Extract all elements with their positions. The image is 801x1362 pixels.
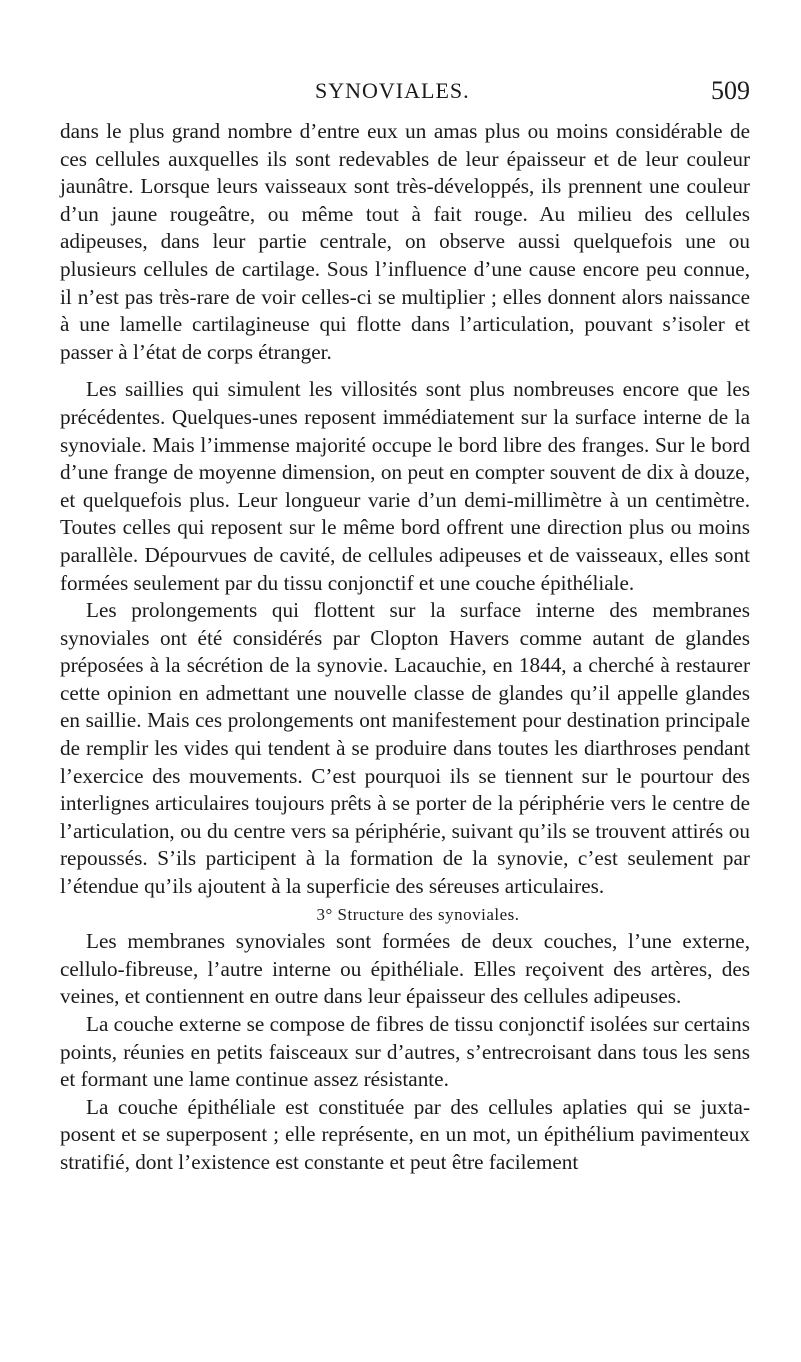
paragraph: Les prolongements qui flottent sur la surface interne des membranes synoviales ont été considérés par Clopton Havers comme autant de glandes préposées à la sécrétion de la synovie. Lacauchie, en 1844, a cherché à restaurer cette opinion en admettant une nouvelle classe de glandes qu’il appelle glandes en saillie. Mais ces prolongements ont manifestement pour destination principale de remplir les vides qui tendent à se produire dans toutes les diarthroses pendant l’exercice des mouvements. C’est pourquoi ils se tiennent sur le pourtour des interlignes articulaires toujours prêts à se porter de la périphérie vers le centre de l’articulation, ou du centre vers sa périphérie, suivant qu’ils se trouvent attirés ou repoussés. S’ils participent à la formation de la synovie, c’est seulement par l’étendue qu’ils ajoutent à la superficie des séreuses articulaires. bbox=[60, 598, 750, 899]
running-head: SYNOVIALES. bbox=[315, 78, 470, 103]
paragraph: Les saillies qui simulent les villosités sont plus nombreuses encore que les précédentes. Quelques-unes reposent immédiatement sur la surface interne de la synoviale. Mais l’immense majorité occupe le bord libre des franges. Sur le bord d’une frange de moyenne dimension, on peut en compter souvent de dix à douze, et quelquefois plus. Leur longueur varie d’un demi-millimètre à un centimètre. Toutes celles qui reposent sur le même bord offrent une direction plus ou moins parallèle. Dépourvues de cavité, de cellules adipeuses et de vaisseaux, elles sont formées seulement par du tissu conjonctif et une couche épithéliale. bbox=[60, 377, 750, 595]
section-heading: 3° Structure des synoviales. bbox=[316, 904, 520, 924]
paragraph: Les membranes synoviales sont formées de deux couches, l’une externe, cellulo-fibreuse, l’autre interne ou épithéliale. Elles reçoivent des artères, des veines, et contiennent en outre dans leur épaisseur des cellules adipeuses. bbox=[60, 929, 750, 1009]
page-header bbox=[60, 78, 750, 108]
page-number: 509 bbox=[711, 76, 750, 105]
paragraph: La couche externe se compose de fibres de tissu conjonctif isolées sur certains points, réunies en petits faisceaux sur d’autres, s’entrecroisant dans tous les sens et formant une lame continue assez résistante. bbox=[60, 1012, 750, 1092]
paragraph: La couche épithéliale est constituée par des cellules aplaties qui se juxtaposent et se superposent ; elle représente, en un mot, un épithélium pavimenteux stratifié, dont l’existence est constante et peut être facilement bbox=[60, 1094, 750, 1174]
body-text bbox=[60, 118, 750, 1177]
paragraph: dans le plus grand nombre d’entre eux un amas plus ou moins considérable de ces cellules auxquelles ils sont redevables de leur épaisseur et de leur couleur jaunâtre. Lorsque leurs vaisseaux sont très-développés, ils prennent une couleur d’un jaune rougeâtre, ou même tout à fait rouge. Au milieu des cellules adipeuses, dans leur partie centrale, on observe aussi quelquefois une ou plusieurs cellules de cartilage. Sous l’influence d’une cause encore peu connue, il n’est pas très-rare de voir celles-ci se multiplier ; elles donnent alors naissance à une lamelle cartilagineuse qui flotte dans l’articulation, pouvant s’isoler et passer à l’état de corps étranger. bbox=[60, 119, 750, 364]
